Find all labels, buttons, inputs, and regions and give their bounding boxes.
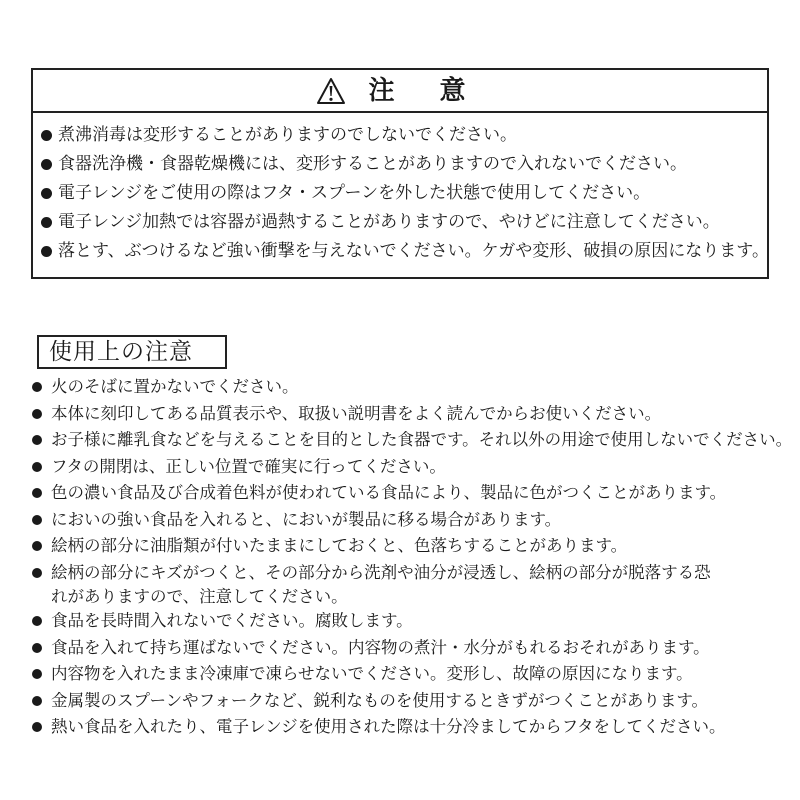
bullet-icon xyxy=(32,643,42,653)
usage-item-text: 本体に刻印してある品質表示や、取扱い説明書をよく読んでからお使いください。 xyxy=(51,403,662,423)
caution-list xyxy=(33,113,767,266)
usage-item-text: 食品を入れて持ち運ばないでください。内容物の煮汁・水分がもれるおそれがあります。 xyxy=(51,637,710,657)
bullet-icon xyxy=(32,616,42,626)
usage-item-text: 内容物を入れたまま冷凍庫で凍らせないでください。変形し、故障の原因になります。 xyxy=(51,664,693,683)
usage-item-text: 色の濃い食品及び合成着色料が使われている食品により、製品に色がつくことがあります。 xyxy=(51,483,727,502)
usage-title-box xyxy=(37,335,227,369)
bullet-icon xyxy=(32,669,42,679)
caution-box xyxy=(31,68,769,279)
usage-item xyxy=(32,427,793,454)
bullet-icon xyxy=(32,409,42,419)
warning-triangle-icon xyxy=(316,77,346,105)
usage-item-text: 絵柄の部分に油脂類が付いたままにしておくと、色落ちすることがあります。 xyxy=(51,536,628,555)
caution-item-text: 落とす、ぶつけるなど強い衝撃を与えないでください。ケガや変形、破損の原因になります。 xyxy=(58,241,769,261)
usage-item-text: お子様に離乳食などを与えることを目的とした食器です。それ以外の用途で使用しないでください。 xyxy=(51,430,793,449)
bullet-icon xyxy=(32,488,42,498)
usage-item xyxy=(32,401,772,428)
bullet-icon xyxy=(41,188,52,199)
caution-item-text: 電子レンジ加熱では容器が過熱することがありますので、やけどに注意してください。 xyxy=(58,212,720,232)
usage-item xyxy=(32,533,772,560)
usage-item-text: フタの開閉は、正しい位置で確実に行ってください。 xyxy=(51,456,446,476)
caution-title: 注 意 xyxy=(368,75,484,106)
usage-item-text: 絵柄の部分にキズがつくと、その部分から洗剤や油分が浸透し、絵柄の部分が脱落する恐 xyxy=(51,562,711,582)
usage-item xyxy=(32,714,772,741)
usage-title: 使用上の注意 xyxy=(49,338,193,365)
caution-item xyxy=(41,150,767,179)
usage-item xyxy=(32,374,772,401)
usage-item xyxy=(32,635,772,662)
caution-item-text: 食器洗浄機・食器乾燥機には、変形することがありますので入れないでください。 xyxy=(58,154,687,174)
bullet-icon xyxy=(32,462,42,472)
usage-item xyxy=(32,661,772,688)
caution-item xyxy=(41,179,767,208)
usage-item xyxy=(32,560,772,609)
bullet-icon xyxy=(32,541,42,551)
caution-item xyxy=(41,208,767,237)
bullet-icon xyxy=(32,722,42,732)
usage-item-text: 食品を長時間入れないでください。腐敗します。 xyxy=(51,611,413,630)
caution-header xyxy=(33,70,767,113)
bullet-icon xyxy=(32,696,42,706)
caution-item xyxy=(41,121,767,150)
bullet-icon xyxy=(41,159,52,170)
usage-item-text: においの強い食品を入れると、においが製品に移る場合があります。 xyxy=(51,509,562,529)
bullet-icon xyxy=(41,217,52,228)
bullet-icon xyxy=(32,435,42,445)
usage-item-text-continued: れがありますので、注意してください。 xyxy=(51,587,348,606)
bullet-icon xyxy=(41,130,52,141)
caution-item xyxy=(41,237,767,266)
usage-item xyxy=(32,507,772,534)
usage-item-text: 金属製のスプーンやフォークなど、鋭利なものを使用するときずがつくことがあります。 xyxy=(51,690,709,710)
usage-item xyxy=(32,688,772,715)
caution-item-text: 電子レンジをご使用の際はフタ・スプーンを外した状態で使用してください。 xyxy=(58,183,651,203)
bullet-icon xyxy=(32,515,42,525)
bullet-icon xyxy=(32,382,42,392)
usage-item-text: 熱い食品を入れたり、電子レンジを使用された際は十分冷ましてからフタをしてください。 xyxy=(51,717,726,736)
usage-item xyxy=(32,480,772,507)
bullet-icon xyxy=(41,246,52,257)
usage-item xyxy=(32,608,772,635)
usage-item-text: 火のそばに置かないでください。 xyxy=(51,377,299,396)
bullet-icon xyxy=(32,568,42,578)
usage-item xyxy=(32,454,772,481)
usage-list xyxy=(32,374,793,741)
caution-item-text: 煮沸消毒は変形することがありますのでしないでください。 xyxy=(58,125,517,145)
